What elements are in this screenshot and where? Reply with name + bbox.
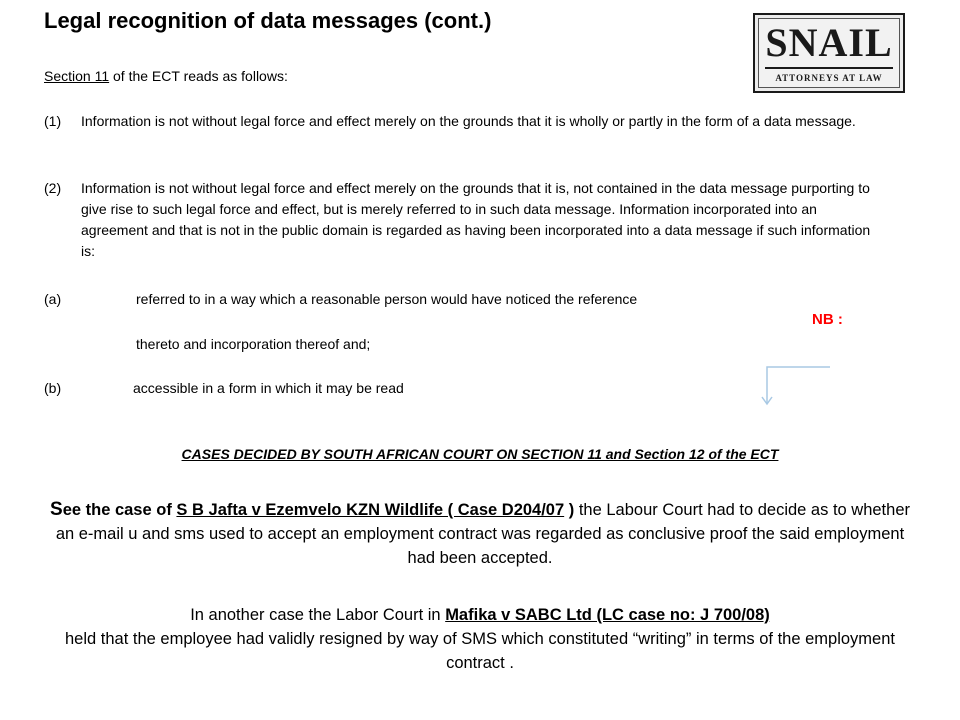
- case-1-text: the Labour Court had to decide as to whether an e-mail u and sms used to accept an employment contract was regarded as conclusive proof the said employment had been accepted.: [55, 501, 910, 567]
- clause-1: [44, 111, 884, 132]
- cases-heading: CASES DECIDED BY SOUTH AFRICAN COURT ON SECTION 11 and Section 12 of the ECT: [181, 446, 779, 462]
- intro-line: [44, 68, 288, 84]
- logo-rule: [765, 67, 893, 69]
- case-2-text: held that the employee had validly resigned by way of SMS which constituted “writing” in terms of the employment contract .: [65, 630, 895, 672]
- sub-item-a-label: (a): [44, 291, 62, 307]
- snail-logo: [753, 13, 905, 93]
- case-1-paren: ): [564, 501, 575, 519]
- case-2-citation: Mafika v SABC Ltd (LC case no: J 700/08): [445, 606, 770, 624]
- nb-label: NB :: [812, 311, 843, 328]
- clause-number: (1): [44, 113, 62, 129]
- case-2-lead: In another case the Labor Court in: [190, 606, 446, 624]
- sub-item-b-label: (b): [44, 380, 62, 396]
- section-reference: Section 11: [44, 68, 110, 84]
- logo-name: SNAIL: [765, 20, 893, 65]
- case-2-paragraph: [40, 603, 920, 675]
- clause-number: (2): [44, 180, 62, 196]
- case-1-initial: S: [50, 499, 63, 520]
- clause-text: Information is not without legal force and effect merely on the grounds that it is wholly or partly in the form of a data message.: [81, 113, 856, 129]
- case-1-lead: ee the case of: [62, 501, 177, 519]
- case-1-paragraph: [40, 498, 920, 570]
- elbow-arrow-down-icon: [760, 360, 840, 410]
- clause-text: Information is not without legal force and effect merely on the grounds that it is, not contained in the data message purporting to give rise to such legal force and effect, but is merely referred to in such data message. Information incorporated into an agreement and that is not in the public domain is regarded as having been incorporated into a data message if such information is:: [81, 180, 871, 259]
- case-1-citation: S B Jafta v Ezemvelo KZN Wildlife ( Case D204/07: [176, 501, 565, 519]
- logo-frame: [758, 18, 900, 88]
- sub-item-b-text: accessible in a form in which it may be read: [133, 380, 404, 396]
- sub-item-a-continuation: thereto and incorporation thereof and;: [136, 336, 371, 352]
- intro-text: of the ECT reads as follows:: [109, 68, 288, 84]
- logo-subtitle: ATTORNEYS AT LAW: [775, 73, 883, 83]
- sub-item-a-text: referred to in a way which a reasonable person would have noticed the reference: [136, 291, 638, 307]
- slide-title: Legal recognition of data messages (cont.): [44, 8, 492, 33]
- clause-2: [44, 178, 884, 262]
